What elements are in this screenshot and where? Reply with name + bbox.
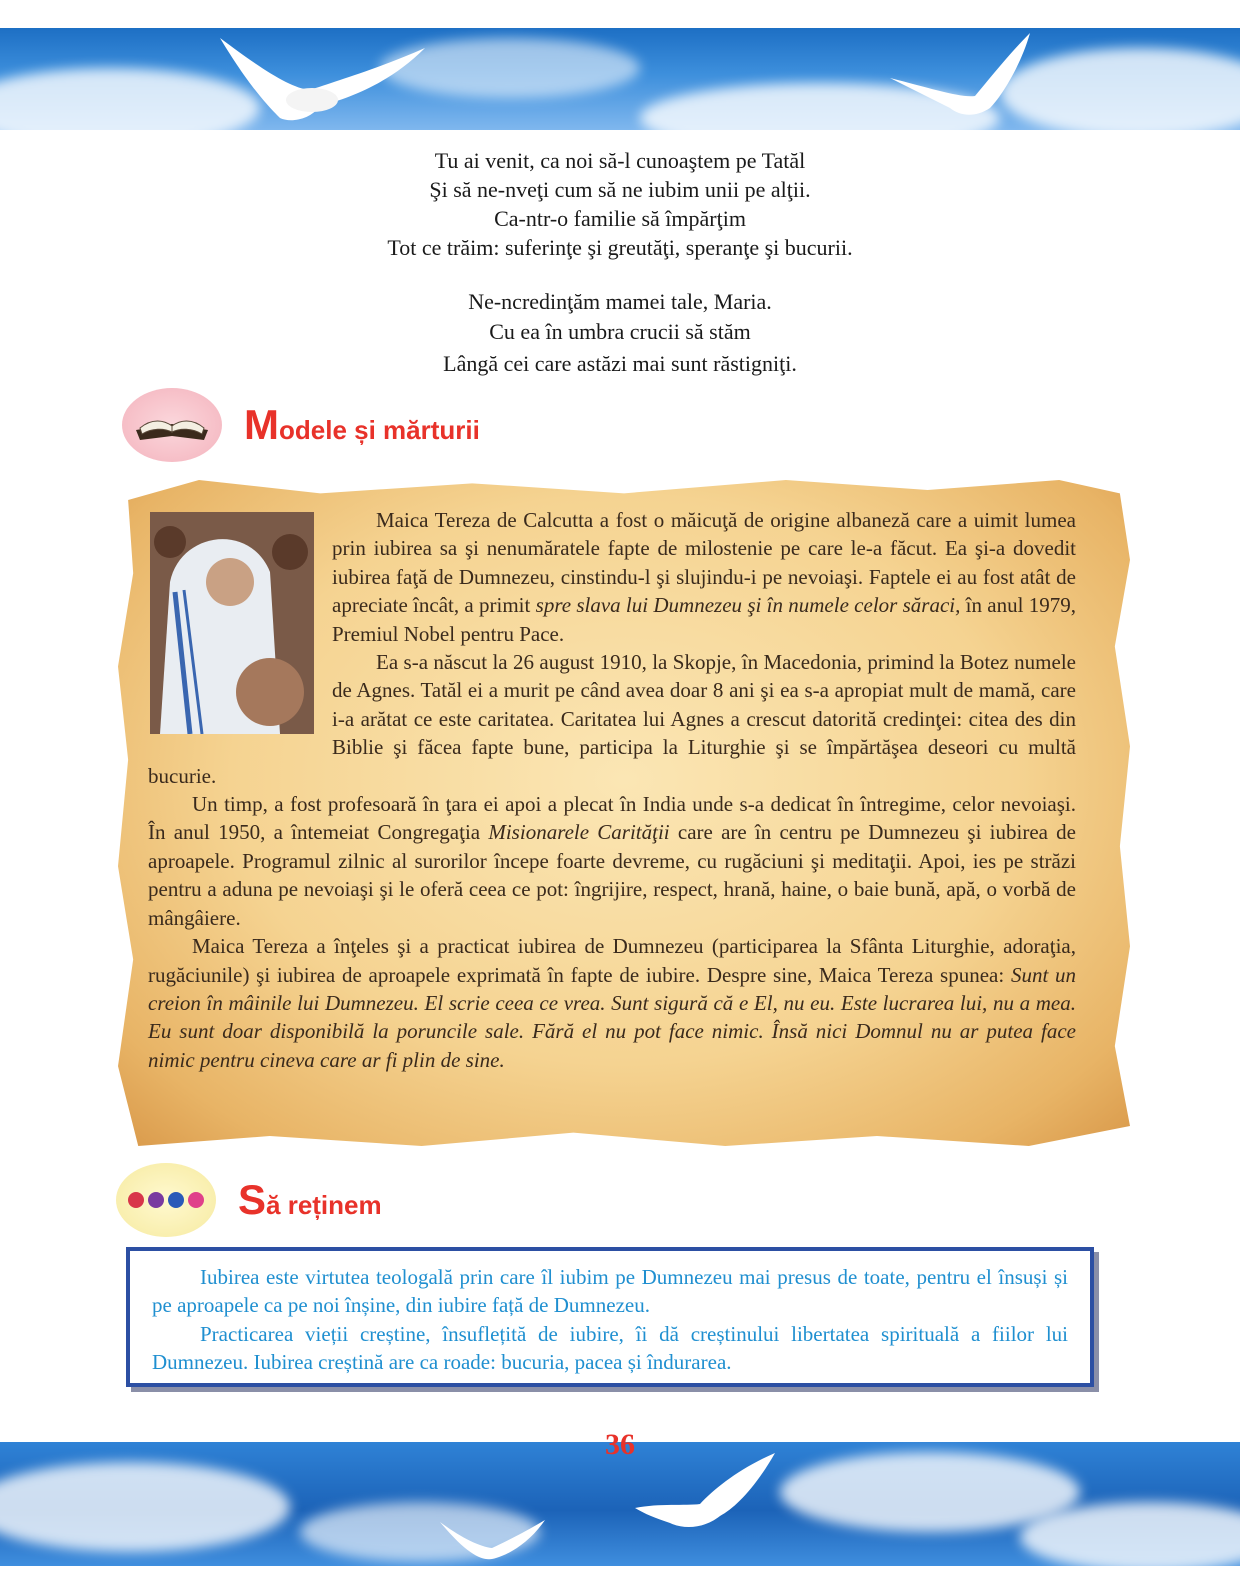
article-paragraph: Ea s-a născut la 26 august 1910, la Skopje, în Macedonia, primind la Botez numele de Agnes. Tatăl ei a murit pe când avea doar 8 ani şi ea s-a apropiat mult de mamă, care i-a arătat ce este caritatea. Caritatea lui Agnes a crescut datorită credinţei: citea des din Biblie şi făcea fapte bune, participa la Liturghie şi se împărtăşea deseori cu multă bucurie.: [148, 650, 1076, 788]
section-title: Modele și mărturii: [244, 401, 480, 448]
article-paragraph: Un timp, a fost profesoară în ţara ei apoi a plecat în India unde s-a dedicat în întregime, celor nevoiaşi. În anul 1950, a întemeiat Congregaţia Misionarele Carităţii care are în centru pe Dumnezeu şi iubirea de aproapele. Programul zilnic al surorilor începe foarte devreme, cu rugăciuni şi meditaţii. Apoi, ies pe străzi pentru a aduna pe nevoiaşi şi le oferă ceea ce pot: îngrijire, respect, hrană, haine, o baie bună, apă, o vorbă de mângâiere.: [148, 792, 1077, 930]
dove-icon: [430, 1512, 550, 1566]
poem-line: Şi să ne-nveţi cum să ne iubim unii pe alţii.: [429, 177, 811, 202]
dove-icon: [880, 28, 1050, 128]
section-header-models: [122, 388, 480, 462]
article-mother-teresa: [148, 506, 1076, 1074]
poem-line: Tu ai venit, ca noi să-l cunoaştem pe Tatăl: [434, 148, 806, 173]
poem-line: Lângă cei care astăzi mai sunt răstigniţi.: [443, 351, 797, 376]
summary-paragraph: Iubirea este virtutea teologală prin care îl iubim pe Dumnezeu mai presus de toate, pentru el însuși și pe aproapele ca pe noi înșine, din iubire față de Dumnezeu.: [152, 1265, 1068, 1318]
article-paragraph: Maica Tereza de Calcutta a fost o măicuţă de origine albaneză care a uimit lumea prin iubirea sa şi nenumăratele fapte de milostenie pe care le-a făcut. Ea şi-a dovedit iubirea faţă de Dumnezeu, cinstindu-l şi slujindu-i pe nevoiaşi. Faptele ei au fost atât de apreciate încât, a primit spre slava lui Dumnezeu şi în numele celor săraci, în anul 1979, Premiul Nobel pentru Pace.: [332, 508, 1076, 646]
top-sky-banner: [0, 28, 1240, 130]
section-title: Să reținem: [238, 1176, 382, 1223]
summary-box: [126, 1247, 1094, 1387]
push-pins-icon: [116, 1163, 216, 1237]
poem-line: Ne-ncredinţăm mamei tale, Maria.: [468, 289, 772, 314]
poem-stanza-2: [0, 287, 1240, 378]
page-number: 36: [605, 1428, 635, 1461]
article-paragraph: Maica Tereza a înţeles şi a practicat iubirea de Dumnezeu (participarea la Sfânta Liturghie, adoraţia, rugăciunile) şi iubirea de aproapele exprimată în fapte de iubire. Despre sine, Maica Tereza spunea: Sunt un creion în mâinile lui Dumnezeu. El scrie ceea ce vrea. Sunt sigură că e El, nu eu. Este lucrarea lui, nu a mea. Eu sunt doar disponibilă la poruncile sale. Fără el nu pot face nimic. Însă nici Domnul nu ar putea face nimic pentru cineva care ar fi plin de sine.: [148, 934, 1077, 1072]
open-bible-icon: [122, 388, 222, 462]
dove-icon: [200, 28, 430, 128]
mother-teresa-photo: [150, 512, 314, 734]
section-header-remember: [116, 1163, 382, 1237]
poem: [0, 146, 1240, 262]
poem-line: Cu ea în umbra crucii să stăm: [489, 319, 751, 344]
poem-line: Tot ce trăim: suferinţe şi greutăţi, speranţe şi bucurii.: [387, 235, 853, 260]
poem-line: Ca-ntr-o familie să împărţim: [494, 206, 746, 231]
summary-paragraph: Practicarea vieții creștine, însuflețită de iubire, îi dă creștinului libertatea spirituală a fiilor lui Dumnezeu. Iubirea creștină are ca roade: bucuria, pacea și îndurarea.: [152, 1321, 1068, 1375]
